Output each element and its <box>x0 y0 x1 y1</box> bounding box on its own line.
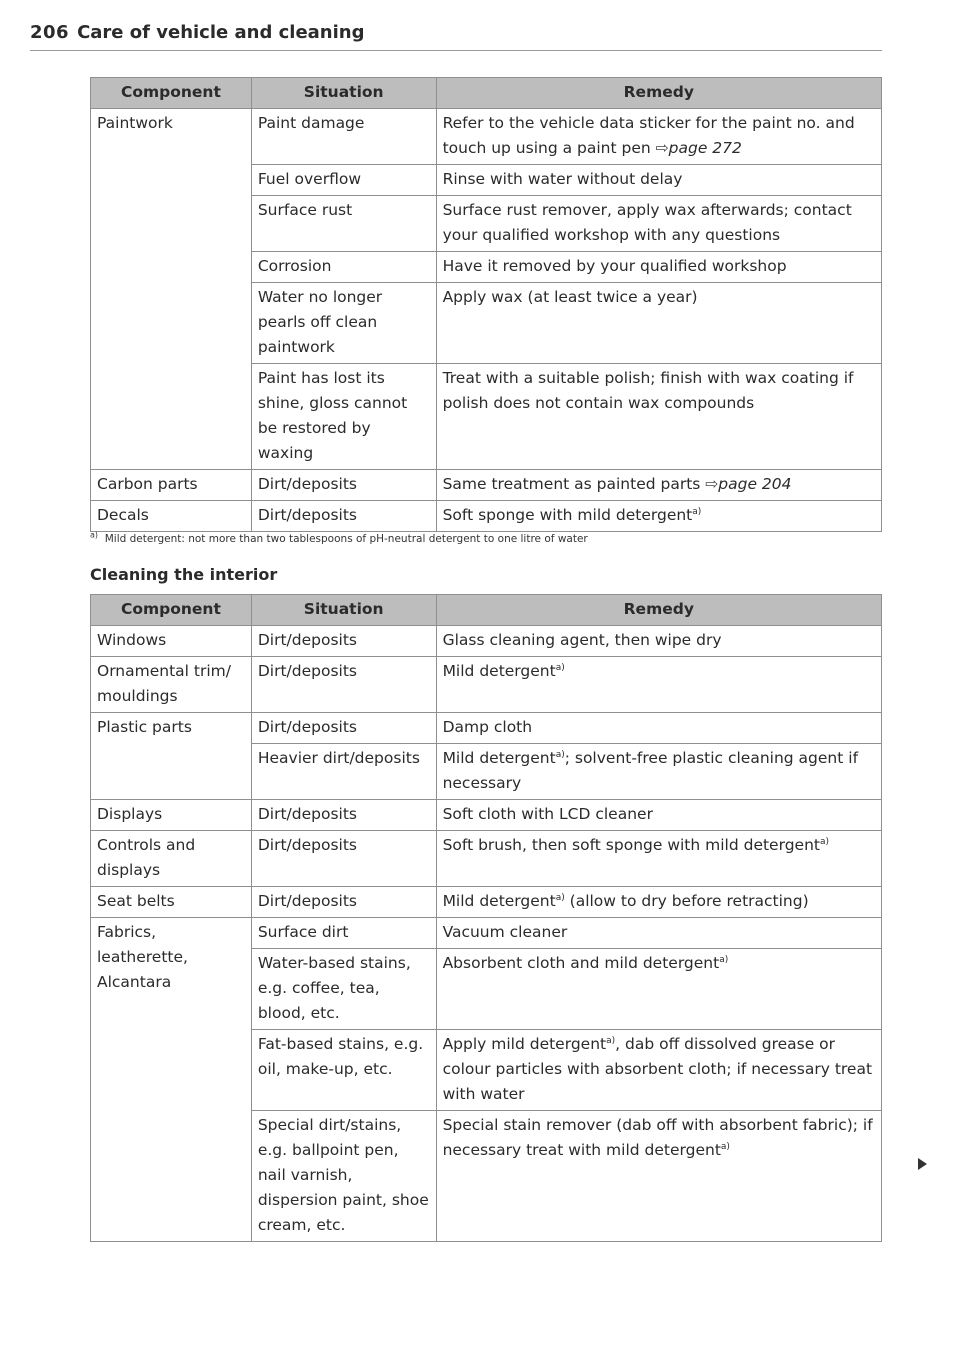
remedy-cell: Treat with a suitable polish; finish with wax coating if polish does not contain wax compounds <box>436 364 881 470</box>
situation-cell: Dirt/deposits <box>251 831 436 887</box>
page-reference-link[interactable]: page 204 <box>718 475 792 493</box>
table-row <box>91 800 882 831</box>
page-ref-arrow-icon: ⇨ <box>655 139 669 157</box>
table-row <box>91 109 882 165</box>
table-row <box>91 918 882 949</box>
situation-cell: Paint damage <box>251 109 436 165</box>
remedy-text: Mild detergent <box>442 662 556 680</box>
component-cell: Carbon parts <box>91 470 252 501</box>
remedy-cell <box>436 1030 881 1111</box>
section-heading: Cleaning the interior <box>90 565 278 584</box>
situation-cell: Dirt/deposits <box>251 470 436 501</box>
remedy-cell <box>436 657 881 713</box>
situation-cell: Dirt/deposits <box>251 887 436 918</box>
table-header-row <box>91 595 882 626</box>
situation-cell: Fat-based stains, e.g. oil, make-up, etc. <box>251 1030 436 1111</box>
continue-arrow-icon <box>918 1158 927 1170</box>
footnote-marker: a) <box>606 1035 616 1046</box>
column-header: Component <box>91 78 252 109</box>
remedy-text: ; solvent-free plastic cleaning agent if necessary <box>442 749 859 792</box>
section-title: Care of vehicle and cleaning <box>77 22 365 43</box>
page-number: 206 <box>30 22 70 43</box>
remedy-cell <box>436 501 881 532</box>
column-header: Component <box>91 595 252 626</box>
situation-cell: Water-based stains, e.g. coffee, tea, blood, etc. <box>251 949 436 1030</box>
remedy-cell <box>436 887 881 918</box>
table-row <box>91 626 882 657</box>
table-header-row <box>91 78 882 109</box>
remedy-cell <box>436 949 881 1030</box>
remedy-cell <box>436 1111 881 1242</box>
component-cell: Plastic parts <box>91 713 252 800</box>
remedy-cell <box>436 470 881 501</box>
situation-cell: Special dirt/stains, e.g. ballpoint pen, nail varnish, dispersion paint, shoe cream, etc. <box>251 1111 436 1242</box>
remedy-cell <box>436 831 881 887</box>
page-reference-link[interactable]: page 272 <box>668 139 742 157</box>
remedy-text: Soft sponge with mild detergent <box>442 506 693 524</box>
situation-cell: Fuel overflow <box>251 165 436 196</box>
remedy-text: Soft brush, then soft sponge with mild detergent <box>442 836 820 854</box>
footnote-marker: a) <box>555 892 565 903</box>
remedy-cell: Apply wax (at least twice a year) <box>436 283 881 364</box>
header-rule <box>30 50 882 51</box>
table-row <box>91 501 882 532</box>
remedy-text: Apply mild detergent <box>442 1035 607 1053</box>
remedy-cell: Vacuum cleaner <box>436 918 881 949</box>
remedy-cell <box>436 744 881 800</box>
component-cell: Windows <box>91 626 252 657</box>
situation-cell: Dirt/deposits <box>251 657 436 713</box>
remedy-cell: Glass cleaning agent, then wipe dry <box>436 626 881 657</box>
footnote-marker: a) <box>555 749 565 760</box>
remedy-text: Mild detergent <box>442 892 556 910</box>
footnote-marker: a) <box>90 530 99 540</box>
column-header: Situation <box>251 78 436 109</box>
page-ref-arrow-icon: ⇨ <box>705 475 719 493</box>
remedy-text: Special stain remover (dab off with absorbent fabric); if necessary treat with mild detergent <box>442 1116 873 1159</box>
table-row <box>91 470 882 501</box>
remedy-text: (allow to dry before retracting) <box>564 892 809 910</box>
footnote-marker: a) <box>720 1141 730 1152</box>
table-row <box>91 831 882 887</box>
component-cell: Controls and displays <box>91 831 252 887</box>
remedy-cell: Damp cloth <box>436 713 881 744</box>
footnote-marker: a) <box>819 836 830 847</box>
table-row <box>91 713 882 744</box>
component-cell: Paintwork <box>91 109 252 470</box>
situation-cell: Water no longer pearls off clean paintwork <box>251 283 436 364</box>
footnote-marker: a) <box>692 506 702 517</box>
table-row <box>91 657 882 713</box>
situation-cell: Dirt/deposits <box>251 713 436 744</box>
remedy-cell: Rinse with water without delay <box>436 165 881 196</box>
remedy-text: Absorbent cloth and mild detergent <box>442 954 720 972</box>
remedy-cell: Surface rust remover, apply wax afterwards; contact your qualified workshop with any questions <box>436 196 881 252</box>
situation-cell: Paint has lost its shine, gloss cannot be restored by waxing <box>251 364 436 470</box>
remedy-cell: Have it removed by your qualified workshop <box>436 252 881 283</box>
component-cell: Decals <box>91 501 252 532</box>
situation-cell: Dirt/deposits <box>251 626 436 657</box>
column-header: Remedy <box>436 78 881 109</box>
footnote-marker: a) <box>719 954 729 965</box>
situation-cell: Surface rust <box>251 196 436 252</box>
column-header: Remedy <box>436 595 881 626</box>
component-cell: Seat belts <box>91 887 252 918</box>
column-header: Situation <box>251 595 436 626</box>
situation-cell: Corrosion <box>251 252 436 283</box>
remedy-text: Refer to the vehicle data sticker for the paint no. and touch up using a paint pen <box>442 114 855 157</box>
component-cell: Displays <box>91 800 252 831</box>
situation-cell: Surface dirt <box>251 918 436 949</box>
interior-cleaning-table <box>90 594 882 1242</box>
page-header <box>30 22 882 43</box>
footnote-marker: a) <box>555 662 565 673</box>
table-row <box>91 887 882 918</box>
footnote-text: Mild detergent: not more than two tablespoons of pH-neutral detergent to one litre of water <box>104 533 588 545</box>
remedy-cell: Soft cloth with LCD cleaner <box>436 800 881 831</box>
component-cell: Ornamental trim/ mouldings <box>91 657 252 713</box>
situation-cell: Heavier dirt/deposits <box>251 744 436 800</box>
component-cell: Fabrics, leatherette, Alcantara <box>91 918 252 1242</box>
situation-cell: Dirt/deposits <box>251 800 436 831</box>
footnote <box>90 530 588 545</box>
exterior-cleaning-table <box>90 77 882 532</box>
remedy-text: Mild detergent <box>442 749 556 767</box>
remedy-text: Same treatment as painted parts <box>442 475 706 493</box>
remedy-text: , dab off dissolved grease or colour particles with absorbent cloth; if necessary treat with water <box>442 1035 873 1103</box>
remedy-cell <box>436 109 881 165</box>
situation-cell: Dirt/deposits <box>251 501 436 532</box>
